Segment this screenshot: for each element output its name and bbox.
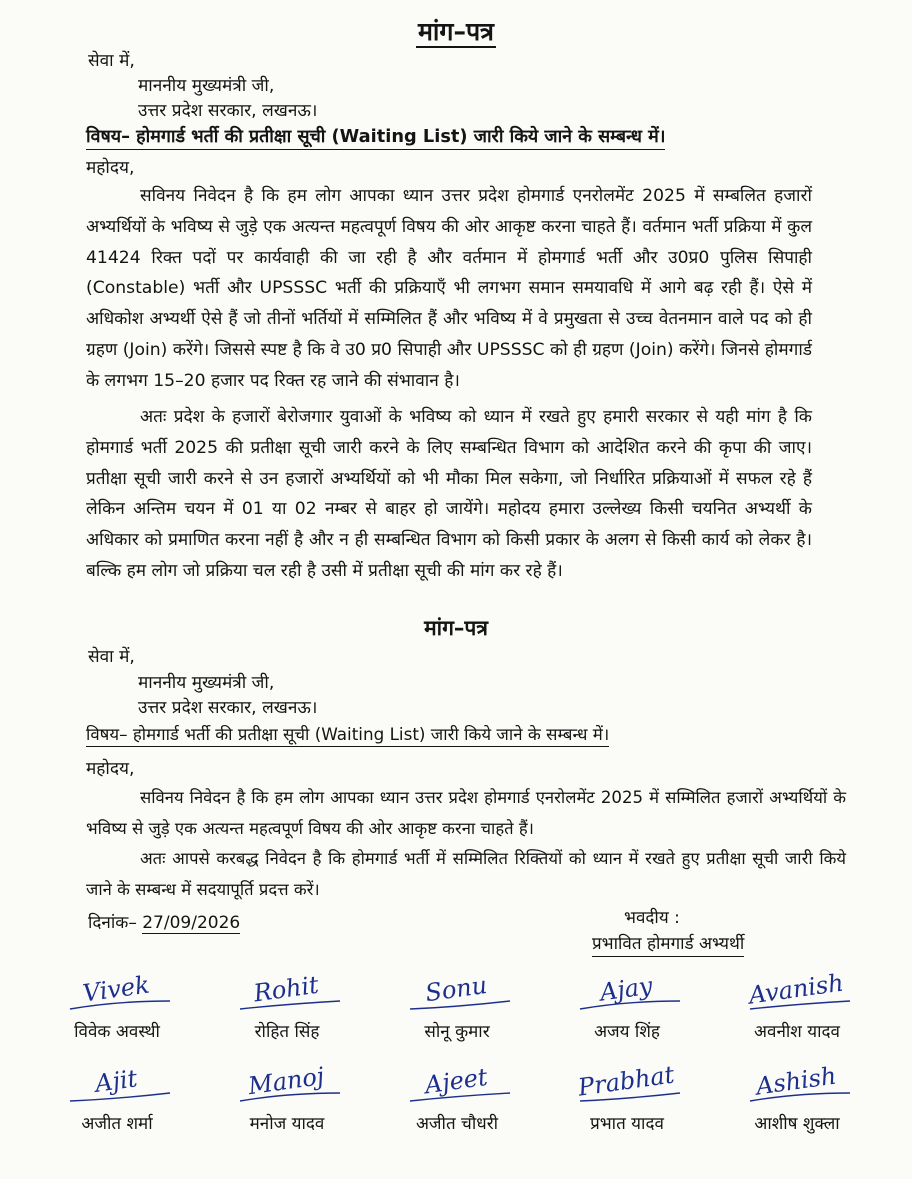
- svg-text:Manoj: Manoj: [246, 1061, 326, 1101]
- signature-block: [722, 1057, 872, 1134]
- letter1-subject: विषय– होमगार्ड भर्ती की प्रतीक्षा सूची (Waiting List) जारी किये जाने के सम्बन्ध में।: [86, 124, 665, 150]
- handwritten-signature: [222, 1057, 352, 1109]
- handwritten-signature: [562, 1057, 692, 1109]
- svg-text:Sonu: Sonu: [423, 970, 489, 1008]
- signatory-name: अवनीश यादव: [754, 1022, 840, 1042]
- handwritten-signature: [52, 1057, 182, 1109]
- signature-block: [42, 1057, 192, 1134]
- signatory-name: विवेक अवस्थी: [74, 1022, 160, 1042]
- letter1-paragraph-1: सविनय निवेदन है कि हम लोग आपका ध्यान उत्तर प्रदेश होमगार्ड एनरोलमेंट 2025 में सम्बलित हजारों अभ्यर्थियों के भविष्य से जुड़े एक अत्यन्त महत्वपूर्ण विषय की ओर आकृष्ट करना चाहते हैं। वर्तमान भर्ती प्रक्रिया में कुल 41424 रिक्त पदों पर कार्यवाही की जा रही है और वर्तमान में होमगार्ड भर्ती और उ0प्र0 पुलिस सिपाही (Constable) भर्ती और UPSSSC भर्ती की प्रक्रियाएँ भी लगभग समान समयावधि में आगे बढ़ रही हैं। ऐसे में अधिकोश अभ्यर्थी ऐसे हैं जो तीनों भर्तियों में सम्मिलित हैं और भविष्य में वे प्रमुखता से उच्च वेतनमान वाले पद को ही ग्रहण (Join) करेंगे। जिससे स्पष्ट है कि वे उ0 प्र0 सिपाही और UPSSSC को ही ग्रहण (Join) करेंगे। जिनसे होमगार्ड के लगभग 15–20 हजार पद रिक्त रह जाने की संभावान है।: [86, 186, 812, 391]
- svg-text:Prabhat: Prabhat: [576, 1060, 676, 1102]
- signature-block: [212, 1057, 362, 1134]
- letter2-paragraph-1: सविनय निवेदन है कि हम लोग आपका ध्यान उत्तर प्रदेश होमगार्ड एनरोलमेंट 2025 में सम्मिलित हजारों अभ्यर्थियों के भविष्य से जुड़े एक अत्यन्त महत्वपूर्ण विषय की ओर आकृष्ट करना चाहते हैं।: [86, 788, 846, 838]
- signature-block: [42, 965, 192, 1042]
- signatory-name: प्रभात यादव: [590, 1114, 664, 1134]
- date-label: दिनांक–: [88, 913, 137, 933]
- signature-block: [722, 965, 872, 1042]
- closing: भवदीय :: [624, 908, 680, 928]
- svg-text:Avanish: Avanish: [747, 968, 846, 1010]
- signatory-name: अजीत शर्मा: [81, 1114, 153, 1134]
- handwritten-signature: [732, 965, 862, 1017]
- signed-by: प्रभावित होमगार्ड अभ्यर्थी: [592, 931, 744, 957]
- svg-text:Vivek: Vivek: [81, 970, 152, 1008]
- svg-text:Ashish: Ashish: [754, 1061, 839, 1101]
- signatory-name: अजय शिंह: [594, 1022, 660, 1042]
- signature-block: [552, 1057, 702, 1134]
- signatory-name: रोहित सिंह: [254, 1022, 320, 1042]
- signature-block: [382, 1057, 532, 1134]
- letter2-addressee-1: माननीय मुख्यमंत्री जी,: [138, 673, 275, 693]
- svg-text:Ajeet: Ajeet: [423, 1062, 490, 1100]
- date-value: 27/09/2026: [142, 913, 241, 933]
- letter2-subject: विषय– होमगार्ड भर्ती की प्रतीक्षा सूची (Waiting List) जारी किये जाने के सम्बन्ध में।: [86, 721, 609, 747]
- letter1-greeting: महोदय,: [86, 158, 135, 178]
- signatory-name: आशीष शुक्ला: [754, 1114, 840, 1134]
- letter2-title: मांग–पत्र: [424, 616, 488, 640]
- letter2-salutation: सेवा में,: [88, 647, 135, 667]
- date-line: [88, 910, 240, 936]
- handwritten-signature: [52, 965, 182, 1017]
- letter1-paragraph-2: अतः प्रदेश के हजारों बेरोजगार युवाओं के भविष्य को ध्यान में रखते हुए हमारी सरकार से यही मांग है कि होमगार्ड भर्ती 2025 की प्रतीक्षा सूची जारी करने के लिए सम्बन्धित विभाग को आदेशित करने की कृपा की जाए। प्रतीक्षा सूची जारी करने से उन हजारों अभ्यर्थियों को भी मौका मिल सकेगा, जो निर्धारित प्रक्रियाओं में सफल रहे हैं लेकिन अन्तिम चयन में 01 या 02 नम्बर से बाहर हो जायेंगे। महोदय हमारा उल्लेख्य किसी चयनित अभ्यर्थी के अधिकार को प्रमाणित करना नहीं है और न ही सम्बन्धित विभाग को किसी प्रकार के अलग से किसी कार्य को लेकर है। बल्कि हम लोग जो प्रक्रिया चल रही है उसी में प्रतीक्षा सूची की मांग कर रहे हैं।: [86, 407, 812, 581]
- handwritten-signature: [562, 965, 692, 1017]
- signatory-name: अजीत चौधरी: [415, 1114, 499, 1134]
- handwritten-signature: [392, 1057, 522, 1109]
- svg-text:Ajit: Ajit: [93, 1064, 139, 1098]
- letter1-addressee-2: उत्तर प्रदेश सरकार, लखनऊ।: [138, 101, 318, 121]
- letter1-salutation: सेवा में,: [88, 51, 135, 71]
- letter2-paragraph-2: अतः आपसे करबद्ध निवेदन है कि होमगार्ड भर्ती में सम्मिलित रिक्तियों को ध्यान में रखते हुए प्रतीक्षा सूची जारी किये जाने के सम्बन्ध में सदयापूर्ति प्रदत्त करें।: [86, 849, 846, 899]
- letter1-addressee-1: माननीय मुख्यमंत्री जी,: [138, 76, 275, 96]
- signature-block: [212, 965, 362, 1042]
- letter2-greeting: महोदय,: [86, 759, 135, 779]
- signature-block: [552, 965, 702, 1042]
- handwritten-signature: [732, 1057, 862, 1109]
- svg-text:Ajay: Ajay: [598, 971, 655, 1007]
- handwritten-signature: [392, 965, 522, 1017]
- signatory-name: मनोज यादव: [249, 1114, 325, 1134]
- signature-block: [382, 965, 532, 1042]
- signatory-name: सोनू कुमार: [424, 1022, 490, 1042]
- svg-text:Rohit: Rohit: [251, 970, 321, 1008]
- letter1-title: मांग–पत्र: [417, 17, 494, 46]
- handwritten-signature: [222, 965, 352, 1017]
- letter2-addressee-2: उत्तर प्रदेश सरकार, लखनऊ।: [138, 698, 318, 718]
